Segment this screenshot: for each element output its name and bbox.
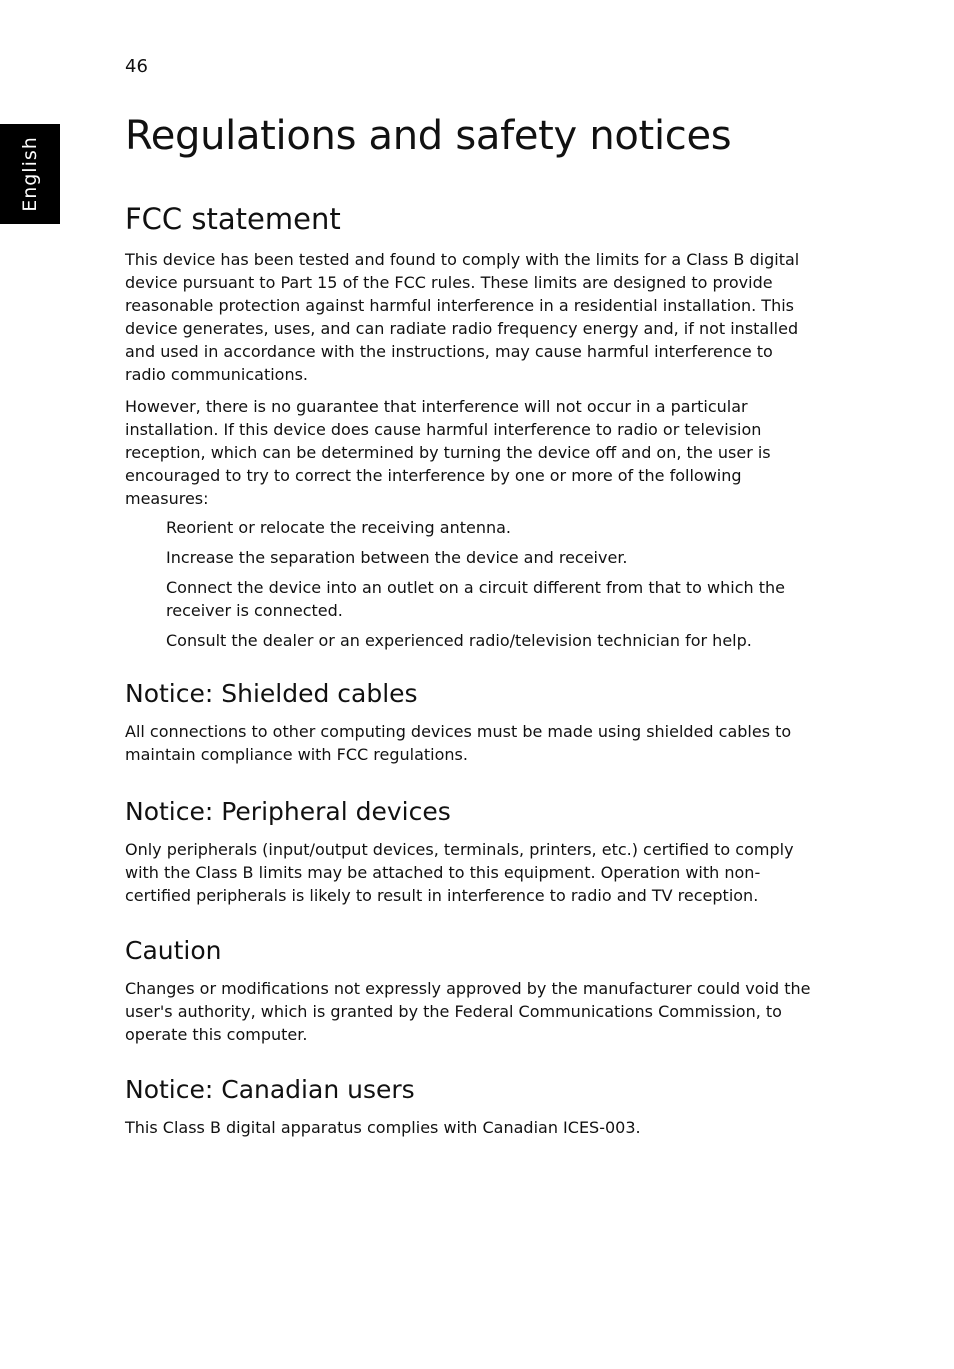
fcc-paragraph-2: However, there is no guarantee that interference will not occur in a particular installation. If this device does cause harmful interference to radio or television reception, which can be determined by turning the device off and on, the user is encouraged to try to correct the interference by one or more of the following measures: [125, 397, 771, 508]
language-tab-label: English [19, 136, 41, 212]
language-tab [0, 124, 60, 224]
list-item: Increase the separation between the device and receiver. [166, 548, 628, 567]
peripheral-devices-section [125, 796, 815, 907]
peripheral-devices-text: Only peripherals (input/output devices, terminals, printers, etc.) certified to comply with the Class B limits may be attached to this equipment. Operation with non-certified peripherals is likely to result in interference to radio and TV reception. [125, 840, 794, 905]
canadian-users-text: This Class B digital apparatus complies with Canadian ICES-003. [125, 1118, 641, 1137]
caution-heading: Caution [125, 936, 222, 965]
fcc-statement-heading: FCC statement [125, 202, 341, 236]
fcc-statement-section [125, 200, 815, 652]
canadian-users-section [125, 1074, 815, 1139]
page-title: Regulations and safety notices [125, 113, 732, 159]
shielded-cables-heading: Notice: Shielded cables [125, 679, 418, 708]
caution-text: Changes or modifications not expressly approved by the manufacturer could void the user's authority, which is granted by the Federal Communications Commission, to operate this computer. [125, 979, 811, 1044]
shielded-cables-section [125, 678, 815, 766]
list-item: Consult the dealer or an experienced radio/television technician for help. [166, 631, 752, 650]
measures-list [125, 516, 815, 652]
page-number: 46 [125, 56, 148, 77]
list-item: Reorient or relocate the receiving antenna. [166, 518, 511, 537]
page-content [125, 110, 815, 1139]
fcc-paragraph-1: This device has been tested and found to comply with the limits for a Class B digital device pursuant to Part 15 of the FCC rules. These limits are designed to provide reasonable protection against harmful interference in a residential installation. This device generates, uses, and can radiate radio frequency energy and, if not installed and used in accordance with the instructions, may cause harmful interference to radio communications. [125, 250, 800, 384]
canadian-users-heading: Notice: Canadian users [125, 1075, 415, 1104]
list-item: Connect the device into an outlet on a circuit different from that to which the receiver is connected. [166, 578, 785, 620]
shielded-cables-text: All connections to other computing devices must be made using shielded cables to maintain compliance with FCC regulations. [125, 722, 792, 764]
caution-section [125, 935, 815, 1046]
peripheral-devices-heading: Notice: Peripheral devices [125, 797, 451, 826]
